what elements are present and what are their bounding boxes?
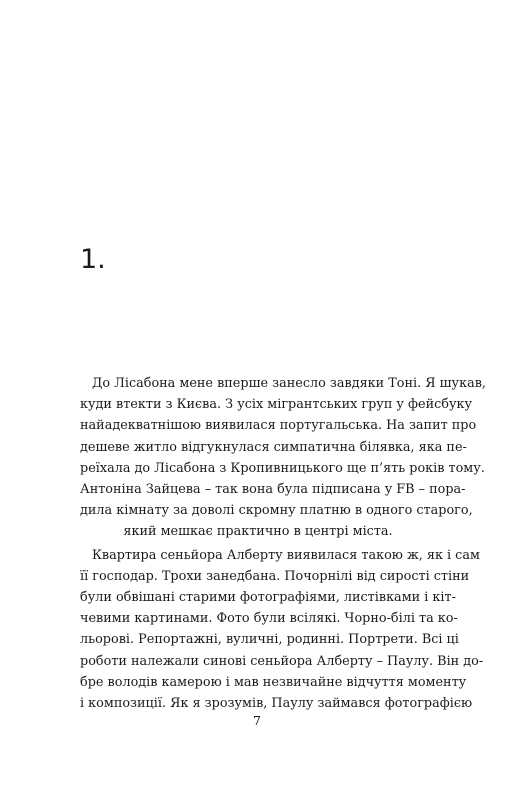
text-line: і композиції. Як я зрозумів, Паулу займався фотографією <box>80 696 473 712</box>
text-line: Антоніна Зайцева – так вона була підписана у FB – пора- <box>80 482 466 498</box>
text-line: роботи належали синові сеньйора Алберту – Паулу. Він до- <box>80 653 484 669</box>
text-line: куди втекти з Києва. З усіх мігрантських груп у фейсбуку <box>80 397 473 413</box>
page-number: 7 <box>253 713 261 728</box>
text-line: дешеве житло відгукнулася симпатична білявка, яка пе- <box>80 439 467 455</box>
text-line: її господар. Трохи занедбана. Почорнілі від сирості стіни <box>80 568 470 584</box>
text-line: який мешкає практично в центрі міста. <box>123 524 393 540</box>
text-line: були обвішані старими фотографіями, листівками і кіт- <box>80 590 456 606</box>
paragraph <box>80 373 486 543</box>
chapter-number: 1. <box>80 244 106 275</box>
text-line: дила кімнату за доволі скромну платню в одного старого, <box>80 503 473 519</box>
text-line: чевими картинами. Фото були всілякі. Чорно-білі та ко- <box>80 611 458 627</box>
paragraph <box>80 545 484 715</box>
text-line: Квартира сеньйора Алберту виявилася такою ж, як і сам <box>92 547 480 563</box>
text-line: льорові. Репортажні, вуличні, родинні. Портрети. Всі ці <box>80 632 459 648</box>
text-line: бре володів камерою і мав незвичайне відчуття моменту <box>80 674 467 690</box>
body-text <box>80 373 486 714</box>
text-line: реїхала до Лісабона з Кропивницького ще п’ять років тому. <box>80 460 485 476</box>
text-line: найадекватнішою виявилася португальська. На запит про <box>80 418 477 434</box>
text-line: До Лісабона мене вперше занесло завдяки Тоні. Я шукав, <box>92 376 486 391</box>
